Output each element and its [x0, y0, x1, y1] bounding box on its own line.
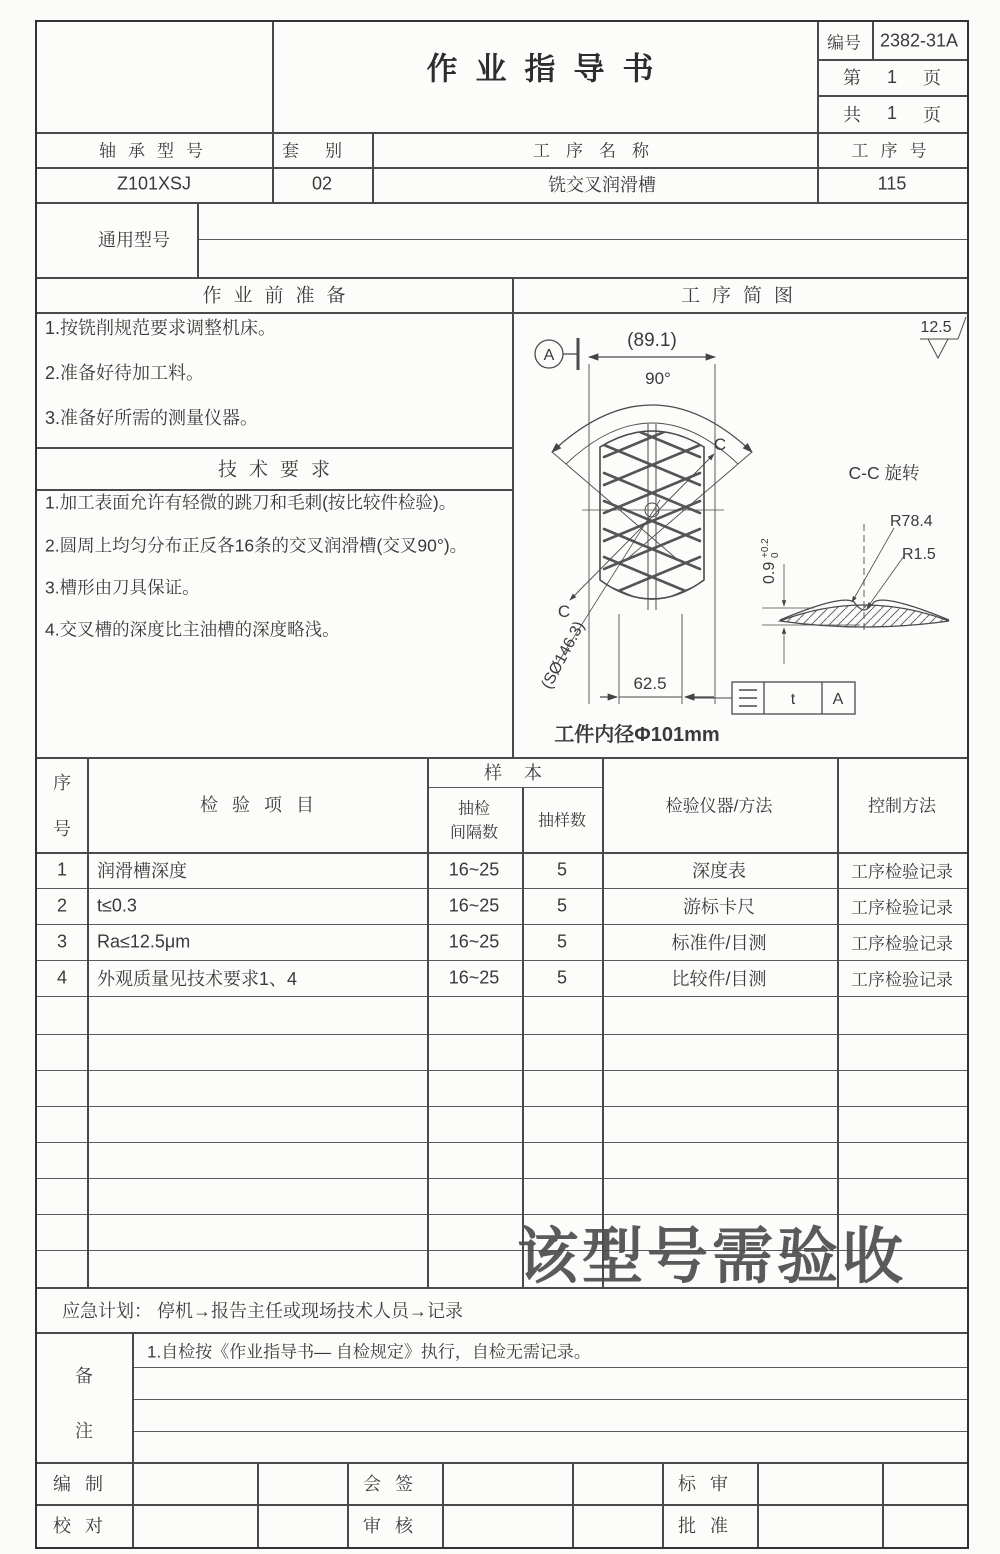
- process-name-label: 工序名称: [533, 141, 665, 161]
- grid-line: [132, 1399, 967, 1400]
- set-label: 套别: [282, 141, 368, 161]
- tech-section-header: 技术要求: [217, 459, 343, 481]
- grid-line: [442, 1462, 444, 1547]
- page-total-row: [817, 95, 967, 132]
- grid-line: [37, 1142, 967, 1143]
- row-interval: 16~25: [448, 967, 500, 988]
- grid-line: [37, 996, 967, 997]
- row-no: 3: [56, 931, 68, 952]
- grid-line: [427, 757, 429, 1287]
- col-method-header: 检验仪器/方法: [665, 796, 773, 816]
- grid-line: [87, 757, 89, 1287]
- grid-line: [132, 1462, 134, 1547]
- row-interval: 16~25: [448, 931, 500, 952]
- row-item: t≤0.3: [97, 895, 137, 916]
- grid-line: [347, 1462, 349, 1547]
- diagram-section-header: 工序简图: [680, 285, 806, 307]
- col-no-char2: 号: [53, 819, 71, 839]
- sig-label-biaoshen: 标审: [678, 1474, 742, 1494]
- tolerance-datum: A: [832, 691, 844, 708]
- row-no: 2: [56, 895, 68, 916]
- page-total-prefix: 共: [842, 104, 861, 125]
- page-total-suffix: 页: [923, 104, 941, 125]
- remarks-label-char1: 备: [75, 1366, 93, 1386]
- grid-line: [37, 1332, 967, 1334]
- process-diagram: [512, 312, 967, 757]
- doc-number-label: 编号: [827, 33, 861, 53]
- radius2-label: R1.5: [902, 546, 936, 563]
- grid-line: [37, 447, 512, 449]
- col-item-header: 检验项目: [200, 795, 328, 815]
- datum-a-letter: A: [543, 347, 555, 364]
- grid-line: [37, 1462, 967, 1464]
- prep-item: 2.准备好待加工料。: [45, 363, 205, 383]
- doc-number-value: 2382-31A: [879, 30, 959, 51]
- grid-line: [37, 924, 967, 925]
- page-no-prefix: 第: [842, 68, 861, 88]
- sig-label-bianzhi: 编制: [53, 1474, 117, 1494]
- grid-line: [37, 852, 967, 854]
- grid-line: [662, 1462, 664, 1547]
- page-number-row: [817, 59, 967, 95]
- grid-line: [37, 132, 967, 134]
- col-interval-header-l2: 间隔数: [449, 824, 499, 842]
- sig-label-jiaodui: 校对: [53, 1516, 117, 1536]
- row-item: 润滑槽深度: [97, 861, 187, 881]
- grid-line: [372, 132, 374, 202]
- section-view-label: C-C 旋转: [848, 463, 920, 483]
- grid-line: [132, 1367, 967, 1368]
- sig-label-pizhun: 批准: [678, 1516, 742, 1536]
- grid-line: [37, 277, 967, 279]
- dim-62-label: 62.5: [633, 674, 667, 693]
- document-sheet: [35, 20, 969, 1549]
- grid-line: [257, 1462, 259, 1547]
- row-method: 游标卡尺: [683, 897, 755, 917]
- roughness-value: 12.5: [920, 319, 952, 336]
- depth-tol-dn: 0: [770, 552, 781, 558]
- grid-line: [37, 1106, 967, 1107]
- row-interval: 16~25: [448, 859, 500, 880]
- prep-section-header: 作业前准备: [202, 285, 358, 307]
- col-control-header: 控制方法: [868, 796, 936, 816]
- prep-item: 3.准备好所需的测量仪器。: [45, 408, 259, 428]
- row-control: 工序检验记录: [851, 970, 953, 990]
- grid-line: [132, 1332, 134, 1462]
- row-count: 5: [556, 859, 568, 880]
- tech-item: 2.圆周上均匀分布正反各16条的交叉润滑槽(交叉90°)。: [45, 535, 468, 556]
- page-no-suffix: 页: [923, 68, 941, 88]
- row-item: 外观质量见技术要求1、4: [97, 969, 298, 989]
- col-no-char1: 序: [53, 773, 71, 793]
- grid-line: [37, 167, 967, 169]
- acceptance-stamp: 该型号需验收: [516, 1222, 907, 1290]
- col-interval-header-l1: 抽检: [457, 800, 491, 818]
- op-number-label: 工序号: [851, 141, 939, 161]
- grid-line: [272, 22, 274, 202]
- common-model-label: 通用型号: [98, 230, 170, 250]
- grid-line: [37, 1034, 967, 1035]
- row-count: 5: [556, 967, 568, 988]
- grid-line: [132, 1431, 967, 1432]
- row-method: 标准件/目测: [671, 933, 767, 953]
- bore-note: 工件内径Φ101mm: [554, 724, 720, 746]
- row-method: 深度表: [692, 861, 746, 881]
- row-no: 4: [56, 967, 68, 988]
- row-control: 工序检验记录: [851, 934, 953, 954]
- bearing-model-value: Z101XSJ: [116, 173, 192, 194]
- grid-line: [872, 22, 874, 59]
- grid-line: [37, 1070, 967, 1071]
- process-name-value: 铣交叉润滑槽: [548, 175, 656, 195]
- row-control: 工序检验记录: [851, 862, 953, 882]
- row-item: Ra≤12.5μm: [97, 931, 191, 952]
- depth-tol-up: +0.2: [760, 538, 771, 558]
- row-count: 5: [556, 895, 568, 916]
- grid-line: [197, 202, 199, 277]
- section-letter-bottom: C: [557, 602, 571, 621]
- grid-line: [757, 1462, 759, 1547]
- col-sample-header: 样本: [484, 763, 564, 783]
- tech-item: 1.加工表面允许有轻微的跳刀和毛刺(按比较件检验)。: [45, 492, 457, 513]
- grid-line: [37, 960, 967, 961]
- section-letter-top: C: [713, 435, 727, 454]
- emergency-plan: 应急计划： 停机→报告主任或现场技术人员→记录: [62, 1301, 463, 1321]
- grid-line: [37, 1178, 967, 1179]
- tolerance-t: t: [790, 691, 796, 708]
- grid-line: [197, 239, 967, 240]
- grid-line: [427, 787, 602, 788]
- radius1-label: R78.4: [890, 513, 933, 530]
- grid-line: [37, 1504, 967, 1506]
- row-interval: 16~25: [448, 895, 500, 916]
- sig-label-shenhe: 审核: [363, 1516, 427, 1536]
- angle-label: 90°: [645, 369, 671, 388]
- dim-width-label: (89.1): [627, 330, 677, 351]
- row-control: 工序检验记录: [851, 898, 953, 918]
- tech-item: 4.交叉槽的深度比主油槽的深度略浅。: [45, 619, 340, 640]
- remarks-label-char2: 注: [75, 1421, 93, 1441]
- grid-line: [572, 1462, 574, 1547]
- grid-line: [37, 202, 967, 204]
- set-value: 02: [311, 173, 333, 194]
- depth-value: 0.9: [761, 561, 778, 584]
- col-count-header: 抽样数: [537, 812, 587, 830]
- page-total-value: 1: [886, 103, 897, 123]
- op-number-value: 115: [877, 173, 907, 194]
- prep-item: 1.按铣削规范要求调整机床。: [45, 318, 277, 338]
- grid-line: [37, 888, 967, 889]
- row-count: 5: [556, 931, 568, 952]
- sphere-dia-label: (SØ146.3): [538, 618, 589, 692]
- page-title: 作业指导书: [426, 51, 672, 87]
- grid-line: [882, 1462, 884, 1547]
- row-no: 1: [56, 859, 68, 880]
- remarks-line: 1.自检按《作业指导书— 自检规定》执行，自检无需记录。: [147, 1342, 591, 1362]
- row-method: 比较件/目测: [671, 969, 767, 989]
- page-no-value: 1: [886, 66, 897, 87]
- bearing-model-label: 轴承型号: [99, 141, 215, 161]
- sig-label-huiqian: 会签: [363, 1474, 427, 1494]
- tech-item: 3.槽形由刀具保证。: [45, 577, 200, 598]
